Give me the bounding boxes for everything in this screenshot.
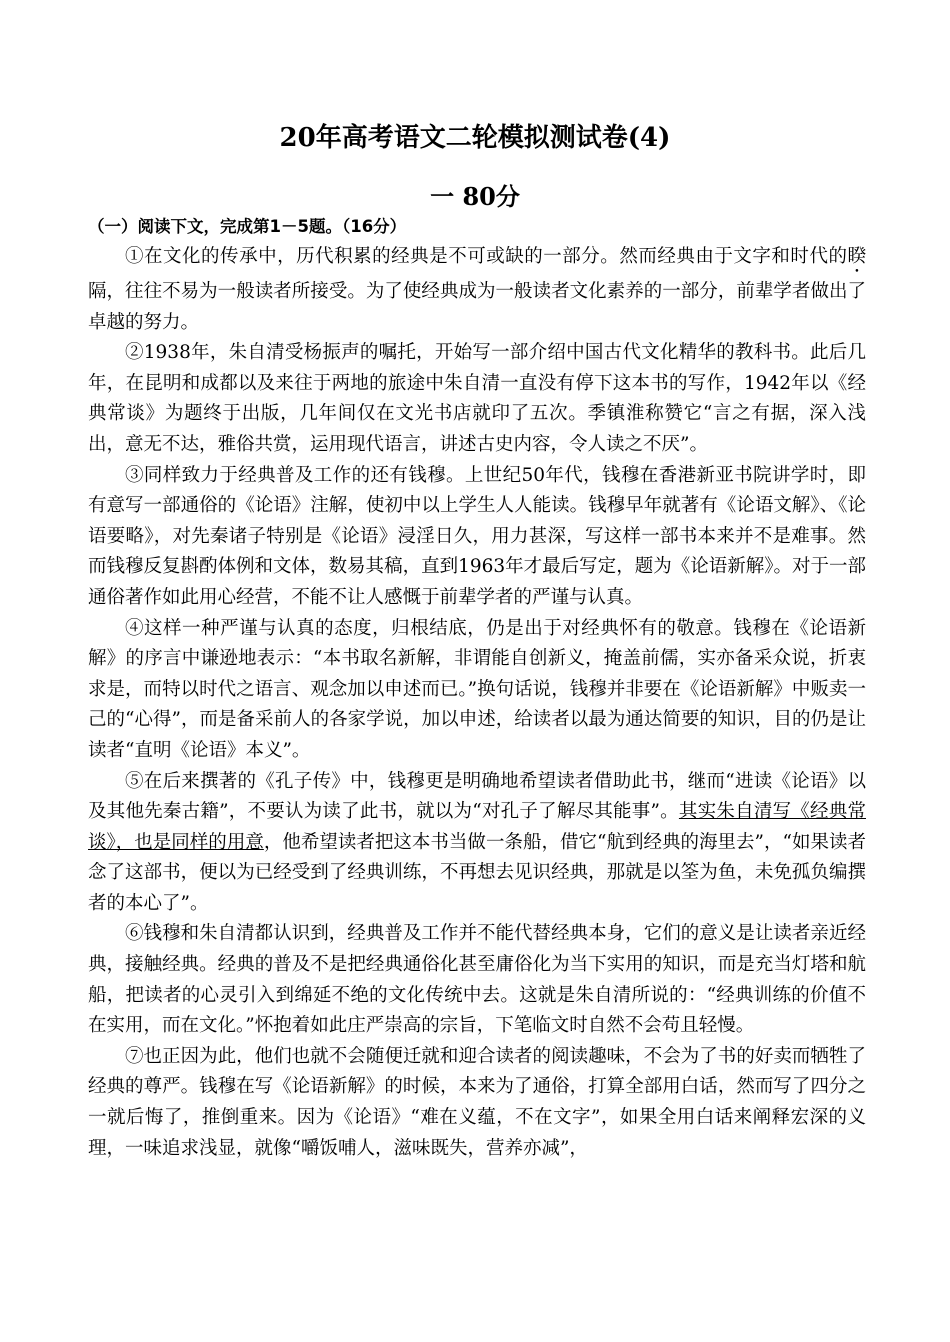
paragraph-1-part-a: ①在文化的传承中，历代积累的经典是不可或缺的一部分。然而经典由于文字和时代的	[125, 246, 848, 267]
underlined-sentence: 其实朱自清写《经典常谈》，也是同样的用意	[88, 801, 866, 853]
section-heading: 一 80分	[430, 182, 520, 211]
paragraph-7: ⑦也正因为此，他们也就不会随便迁就和迎合读者的阅读趣味，不会为了书的好卖而牺牲了经典的尊严。钱穆在写《论语新解》的时候，本来为了通俗，打算全部用白话，然而写了四分之一就后悔了，推倒重来。因为《论语》“难在义蕴，不在文字”，如果全用白话来阐释宏深的义理，一味追求浅显，就像“嚼饭哺人，滋味既失，营养亦减”，	[88, 1045, 866, 1159]
emphasized-character: 睽	[847, 246, 866, 267]
paragraph-5	[88, 767, 866, 920]
paragraph-1-part-c: 隔，往往不易为一般读者所接受。为了使经典成为一般读者文化素养的一部分，前辈学者做出了卓越的努力。	[88, 281, 866, 333]
paragraph-3: ③同样致力于经典普及工作的还有钱穆。上世纪50年代，钱穆在香港新亚书院讲学时，即有意写一部通俗的《论语》注解，使初中以上学生人人能读。钱穆早年就著有《论语文解》、《论语要略》，对先秦诸子特别是《论语》浸淫日久，用力甚深，写这样一部书本来并不是难事。然而钱穆反复斟酌体例和文体，数易其稿，直到1963年才最后写定，题为《论语新解》。对于一部通俗著作如此用心经营，不能不让人感慨于前辈学者的严谨与认真。	[88, 464, 866, 608]
paragraph-2: ②1938年，朱自清受杨振声的嘱托，开始写一部介绍中国古代文化精华的教科书。此后几年，在昆明和成都以及来往于两地的旅途中朱自清一直没有停下这本书的写作，1942年以《经典常谈》为题终于出版，几年间仅在文光书店就印了五次。季镇淮称赞它“言之有据，深入浅出，意无不达，雅俗共赏，运用现代语言，讲述古史内容，令人读之不厌”。	[88, 342, 866, 455]
paragraph-5-part-b: ，他希望读者把这本书当做一条船，借它“航到经典的海里去”，“如果读者念了这部书，便以为已经受到了经典训练，不再想去见识经典，那就是以筌为鱼，未免孤负编撰者的本心了”。	[88, 831, 866, 914]
paragraph-4: ④这样一种严谨与认真的态度，归根结底，仍是出于对经典怀有的敬意。钱穆在《论语新解》的序言中谦逊地表示：“本书取名新解，非谓能自创新义，掩盖前儒，实亦备采众说，折衷求是，而特以时代之语言、观念加以申述而已。”换句话说，钱穆并非要在《论语新解》中贩卖一己的“心得”，而是备采前人的各家学说，加以申述，给读者以最为通达简要的知识，目的仍是让读者“直明《论语》本义”。	[88, 617, 866, 761]
subsection-heading: （一）阅读下文，完成第1－5题。（16分）	[88, 217, 407, 236]
paragraph-5-part-a: ⑤在后来撰著的《孔子传》中，钱穆更是明确地希望读者借助此书，继而“进读《论语》以及其他先秦古籍”，不要认为读了此书，就以为“对孔子了解尽其能事”。	[88, 770, 866, 823]
paragraph-1	[88, 242, 866, 338]
paragraph-6: ⑥钱穆和朱自清都认识到，经典普及工作并不能代替经典本身，它们的意义是让读者亲近经典，接触经典。经典的普及不是把经典通俗化甚至庸俗化为当下实用的知识，而是充当灯塔和航船，把读者的心灵引入到绵延不绝的文化传统中去。这就是朱自清所说的：“经典训练的价值不在实用，而在文化。”怀抱着如此庄严崇高的宗旨，下笔临文时自然不会苟且轻慢。	[88, 923, 866, 1037]
reading-passage	[88, 242, 866, 1164]
exam-title: 20年高考语文二轮模拟测试卷(4)	[279, 123, 671, 153]
